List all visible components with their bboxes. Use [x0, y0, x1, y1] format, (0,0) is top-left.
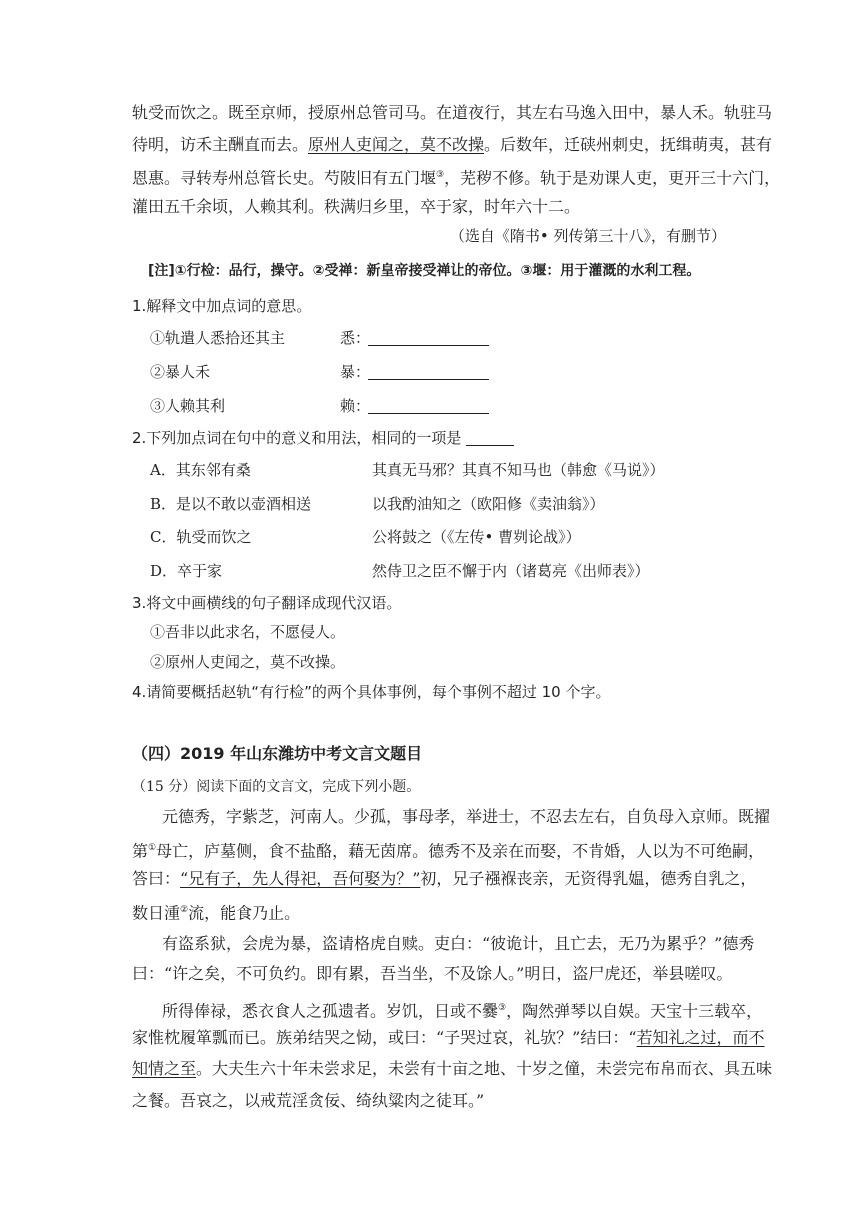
- underlined-sentence: 原州人吏闻之，莫不改操: [308, 135, 485, 154]
- question-2-title: 2.下列加点词在句中的意义和用法，相同的一项是: [132, 429, 462, 447]
- question-1-title: 1.解释文中加点词的意思。: [132, 297, 312, 315]
- passage2-line: 有盗系狱，会虎为暴，盗请格虎自赎。吏白：“彼诡计，且亡去，无乃为累乎？”德秀: [162, 934, 755, 953]
- passage2-line: 元德秀，字紫芝，河南人。少孤，事母孝，举进士，不忍去左右，自负母入京师。既擢: [162, 807, 771, 826]
- question-3-title: 3.将文中画横线的句子翻译成现代汉语。: [132, 594, 402, 612]
- q2-option-left: A．其东邻有桑: [150, 461, 251, 479]
- q2-option-right: 然侍卫之臣不懈于内（诸葛亮《出师表》）: [372, 562, 650, 580]
- passage2-line: 数日湩②流，能食乃止。: [132, 903, 301, 923]
- footnote-marker: ③: [436, 170, 445, 180]
- q1-item-word: 悉：: [340, 329, 371, 347]
- passage2-line: 第①母亡，庐墓侧，食不盐酪，藉无茵席。德秀不及亲在而娶，不肯婚，人以为不可绝嗣，: [132, 841, 765, 861]
- q2-option-right: 公将鼓之（《左传• 曹刿论战》）: [372, 528, 581, 546]
- passage2-line: 曰：“许之矣，不可负约。即有累，吾当坐，不及馀人。”明日，盗尸虎还，举县嗟叹。: [132, 964, 733, 983]
- underlined-sentence: 若知礼之过，而不: [636, 1028, 765, 1047]
- annotation-note: [注]①行检：品行，操守。②受禅：新皇帝接受禅让的帝位。③堰：用于灌溉的水利工程。: [148, 263, 701, 279]
- question-4-title: 4.请简要概括赵轨“有行检”的两个具体事例，每个事例不超过 10 个字。: [132, 683, 611, 701]
- footnote-marker: ③: [498, 1003, 507, 1013]
- passage2-line: 知情之至。大夫生六十年未尝求足，未尝有十亩之地、十岁之僮，未尝完布帛而衣、具五味: [132, 1059, 773, 1078]
- underlined-sentence: “兄有子，先人得祀，吾何娶为？”: [180, 869, 421, 888]
- passage1-line: 轨受而饮之。既至京师，授原州总管司马。在道夜行，其左右马逸入田中，暴人禾。轨驻马: [132, 103, 773, 122]
- passage2-line: 家惟枕履箪瓢而已。族弟结哭之恸，或曰：“子哭过哀，礼欤？”结曰：“若知礼之过，而不: [132, 1028, 765, 1047]
- passage2-line: 答曰：“兄有子，先人得祀，吾何娶为？”初，兄子襁褓丧亲，无资得乳媪，德秀自乳之，: [132, 869, 757, 888]
- q1-item-sentence: ①轨遣人悉拾还其主: [150, 329, 286, 347]
- answer-blank: [466, 444, 514, 446]
- q3-item: ①吾非以此求名，不愿侵人。: [150, 623, 346, 641]
- answer-blank: [368, 378, 489, 380]
- passage2-line: 之餐。吾哀之，以戒荒淫贪佞、绮纨粱肉之徒耳。”: [132, 1091, 485, 1110]
- underlined-sentence: 知情之至: [132, 1059, 197, 1078]
- passage1-line: 灌田五千余顷，人赖其利。秩满归乡里，卒于家，时年六十二。: [132, 197, 581, 216]
- q2-option-right: 其真无马邪？其真不知马也（韩愈《马说》）: [372, 461, 665, 479]
- footnote-marker: ①: [148, 843, 157, 853]
- q2-option-right: 以我酌油知之（欧阳修《卖油翁》）: [372, 495, 605, 513]
- q1-item-sentence: ②暴人禾: [150, 363, 211, 381]
- passage1-line: 待明，访禾主酬直而去。原州人吏闻之，莫不改操。后数年，迁硖州刺史，抚缉萌夷，甚有: [132, 135, 773, 154]
- passage2-line: 所得俸禄，悉衣食人之孤遗者。岁饥，日或不爨③，陶然弹琴以自娱。天宝十三载卒，: [162, 1001, 763, 1021]
- section-heading: （四）2019 年山东潍坊中考文言文题目: [132, 744, 423, 763]
- q2-option-left: D．卒于家: [150, 562, 223, 580]
- answer-blank: [368, 344, 489, 346]
- source-citation: （选自《隋书• 列传第三十八》，有删节）: [449, 227, 726, 245]
- q1-item-sentence: ③人赖其利: [150, 397, 226, 415]
- q2-option-left: C．轨受而饮之: [150, 528, 252, 546]
- q1-item-word: 暴：: [340, 363, 371, 381]
- q3-item: ②原州人吏闻之，莫不改操。: [150, 653, 346, 671]
- passage1-line: 恩惠。寻转寿州总管长史。芍陂旧有五门堰③，芜秽不修。轨于是劝课人吏，更开三十六门，: [132, 168, 781, 188]
- answer-blank: [368, 412, 489, 414]
- section-intro: （15 分）阅读下面的文言文，完成下列小题。: [132, 779, 421, 795]
- q1-item-word: 赖：: [340, 397, 371, 415]
- q2-option-left: B．是以不敢以壶酒相送: [150, 495, 312, 513]
- footnote-marker: ②: [180, 905, 189, 915]
